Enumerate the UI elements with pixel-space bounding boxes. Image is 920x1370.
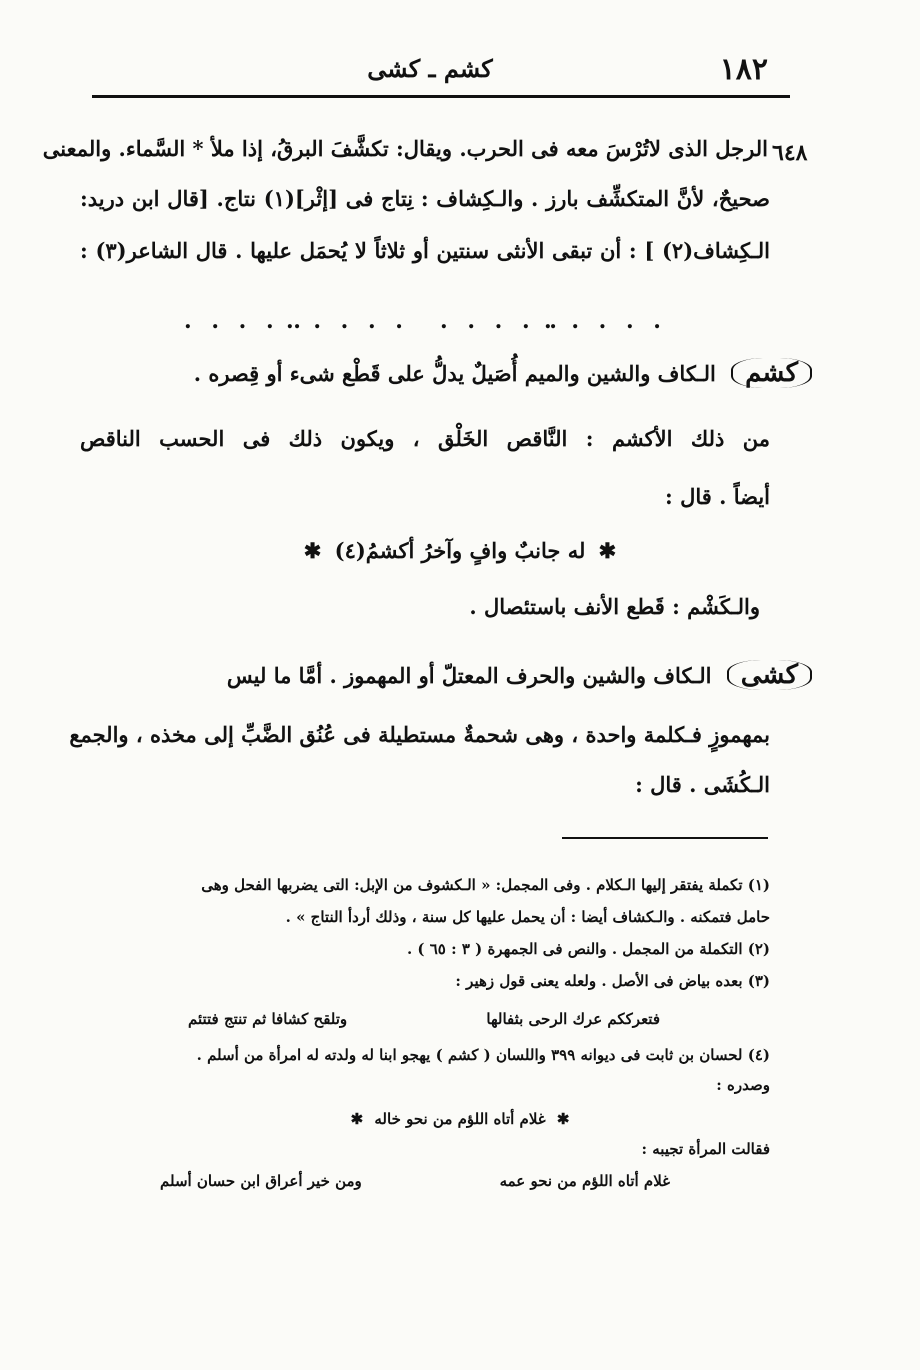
text-line: بمهموزٍ فـكلمة واحدة ، وهى شحمةٌ مستطيلة فى عُنُق الضَّبِّ إلى مخذه ، والجمع: [69, 722, 770, 747]
text-line: صحيحٌ، لأنَّ المتكشِّف بارز . والـكِشاف : نِتاج فى [إثْر](١) نتاج. [قال ابن دريد:: [80, 186, 770, 211]
running-title: كشم ـ كشى: [367, 54, 493, 83]
running-header: [92, 48, 768, 92]
ellipsis-dots: . . . . .: [544, 308, 667, 334]
entry-headword: كشم: [731, 358, 812, 388]
footnote-4: (٤) لحسان بن ثابت فى ديوانه ٣٩٩ واللسان ( كشم ) يهجو ابنا له ولدته له امرأة من أسلم .: [196, 1046, 770, 1064]
footnote-4-reply: فقالت المرأة تجيبه :: [641, 1140, 770, 1158]
ellipsis-dots: . . . . .: [286, 308, 409, 334]
entry-lead-text: الـكاف والشين والميم أُصَيلٌ يدلُّ على قَطْع شىء أو قِصره .: [193, 361, 716, 386]
text-line: أيضاً . قال :: [665, 484, 770, 509]
entry-kashm-lead: [194, 358, 812, 388]
footnote-2: (٢) التكملة من المجمل . والنص فى الجمهرة ( ٣ : ٦٥ ) .: [406, 940, 770, 958]
entry-number: ٦٤٨: [772, 140, 808, 166]
entry-lead-text: الـكاف والشين والحرف المعتلّ أو المهموز . أمَّا ما ليس: [226, 663, 712, 688]
footnote-4-verse: [0, 1110, 920, 1128]
verse-star-icon: ✱: [303, 538, 322, 563]
footnote-4-cont: وصدره :: [716, 1076, 770, 1094]
verse-line: [0, 538, 920, 563]
verse-hemistich: فتعرككم عرك الرحى بثفالها: [486, 1010, 660, 1028]
footnote-3: (٣) بعده بياض فى الأصل . ولعله يعنى قول زهير :: [455, 972, 770, 990]
entry-headword: كشى: [727, 660, 812, 690]
ellipsis-dots: . . . . .: [184, 308, 307, 334]
footnote-1: (١) تكملة يفتقر إليها الـكلام . وفى المجمل: « الـكشوف من الإبل: التى يضربها الفحل وهى: [201, 876, 770, 894]
verse-star-icon: ✱: [350, 1110, 364, 1128]
verse-hemistich: وتلقح كشافا ثم تنتج فتتئم: [188, 1010, 348, 1028]
entry-kasha-lead: [227, 660, 812, 690]
text-line: الرجل الذى لاتُرْسَ معه فى الحرب. ويقال: تكشَّفَ البرقُ، إذا ملأ * السَّماء. والمعنى: [42, 136, 768, 161]
verse-text: له جانبٌ وافٍ وآخرُ أكشمُ(٤): [334, 538, 586, 563]
footnote-1-cont: حامل فتمكنه . والـكشاف أيضا : أن يحمل عليها كل سنة ، وذلك أردأ النتاج » .: [285, 908, 770, 926]
verse-hemistich: ومن خير أعراق ابن حسان أسلم: [160, 1172, 362, 1190]
text-line: الـكِشاف(٢) ] : أن تبقى الأنثى سنتين أو ثلاثاً لا يُحمَل عليها . قال الشاعر(٣) :: [80, 238, 771, 263]
header-rule: [92, 95, 790, 98]
verse-star-icon: ✱: [598, 538, 617, 563]
verse-star-icon: ✱: [556, 1110, 570, 1128]
page-number: ١٨٢: [719, 52, 768, 87]
text-line: والـكَشْم : قَطع الأنف باستئصال .: [469, 594, 760, 619]
ellipsis-dots: . . . . .: [440, 308, 563, 334]
footnote-rule: [562, 837, 768, 839]
text-line: الـكُشَى . قال :: [635, 772, 770, 797]
verse-hemistich: غلام أتاه اللؤم من نحو عمه: [499, 1172, 670, 1190]
text-line: من ذلك الأكشم : النَّاقص الخَلْق ، ويكون ذلك فى الحسب الناقص: [80, 426, 770, 451]
verse-text: غلام أتاه اللؤم من نحو خاله: [374, 1110, 546, 1128]
